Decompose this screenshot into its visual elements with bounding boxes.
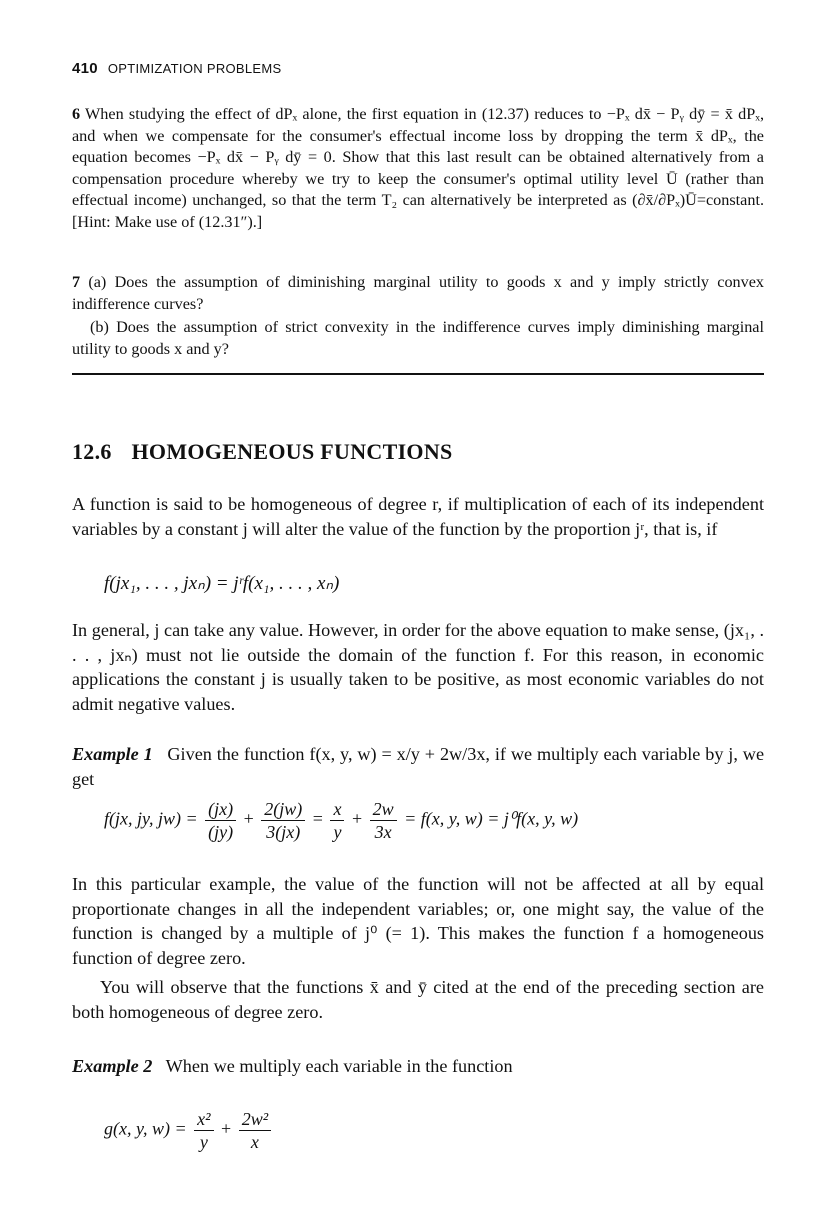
example-2-equation: g(x, y, w) = $\frac{\text{x²}}{y}$ + $\frac{\text{2w²}}{x}$ (104, 1108, 274, 1153)
example-2-label: Example 2 (72, 1056, 153, 1076)
section-number: 12.6 (72, 439, 112, 464)
homogeneity-equation: f(jx₁, . . . , jxₙ) = jʳf(x₁, . . . , xₙ) (104, 573, 340, 594)
example-1-intro: Example 1 Given the function f(x, y, w) = x/y + 2w/3x, if we multiply each variable by j, we get (72, 744, 765, 789)
definition-paragraph: A function is said to be homogeneous of degree r, if multiplication of each of its independent variables by a constant j will alter the value of the function by the proportion jʳ, that is, if (72, 494, 764, 539)
section-title: HOMOGENEOUS FUNCTIONS (131, 439, 453, 464)
example-2-intro: Example 2 When we multiply each variable in the function (72, 1056, 513, 1076)
observation-paragraph: You will observe that the functions x̄ and ȳ cited at the end of the preceding section are both homogeneous of degree zero. (72, 977, 764, 1022)
exercise-7a (72, 272, 764, 315)
domain-paragraph: In general, j can take any value. However, in order for the above equation to make sense, (jx₁, . . . , jxₙ) must not lie outside the domain of the function f. For this reason, in economic applications the constant j is usually taken to be positive, as most economic variables do not admit negative values. (72, 620, 764, 714)
section-divider (72, 373, 764, 375)
exercise-text: When studying the effect of dPₓ alone, the first equation in (12.37) reduces to −Pₓ dx̄ − Pᵧ dȳ = x̄ dPₓ, and when we compensate for the consumer's effectual income loss by dropping the term x̄ dPₓ, the equation becomes −Pₓ dx̄ − Pᵧ dȳ = 0. Show that this last result can be obtained alternatively from a compensation procedure whereby we try to keep the consumer's optimal utility level Ū (rather than effectual income) unchanged, so that the term T₂ can alternatively be interpreted as (∂x̄/∂Pₓ)Ū=constant. [Hint: Make use of (12.31″).] (72, 105, 764, 231)
exercise-number: 7 (72, 273, 81, 291)
fraction: $\frac{2w}{3x}$ (370, 798, 397, 843)
fraction: $\frac{x}{y}$ (330, 798, 344, 843)
fraction: $\frac{2(jw)}{3(jx)}$ (261, 798, 305, 843)
exercise-6 (72, 104, 764, 233)
running-header (72, 60, 282, 77)
page-number: 410 (72, 60, 98, 77)
fraction: $\frac{(jx)}{(jy)}$ (205, 798, 236, 843)
exercise-text: (a) Does the assumption of diminishing marginal utility to goods x and y imply strictly convex indifference curves? (72, 273, 765, 313)
fraction: $\frac{\text{x²}}{y}$ (194, 1108, 213, 1153)
example-1-discussion: In this particular example, the value of the function will not be affected at all by equal proportionate changes in all the independent variables; or, one might say, the value of the function is changed by a multiple of j⁰ (= 1). This makes the function f a homogeneous function of degree zero. (72, 874, 764, 968)
exercise-number: 6 (72, 105, 81, 123)
example-1-label: Example 1 (72, 744, 153, 764)
example-1-equation: f(jx, jy, jw) = $\frac{(jx)}{(jy)}$ + $\frac{2(jw)}{3(jx)}$ = $\frac{x}{y}$ + $\frac{2w}{3x}$ = f(x, y, w) = j⁰f(x, y, w) (104, 799, 579, 842)
fraction: $\frac{\text{2w²}}{x}$ (239, 1108, 271, 1153)
exercise-text: (b) Does the assumption of strict convexity in the indifference curves imply diminishing marginal utility to goods x and y? (72, 318, 764, 358)
exercise-7b (72, 317, 764, 360)
section-heading (72, 439, 453, 465)
running-title: OPTIMIZATION PROBLEMS (107, 61, 282, 76)
